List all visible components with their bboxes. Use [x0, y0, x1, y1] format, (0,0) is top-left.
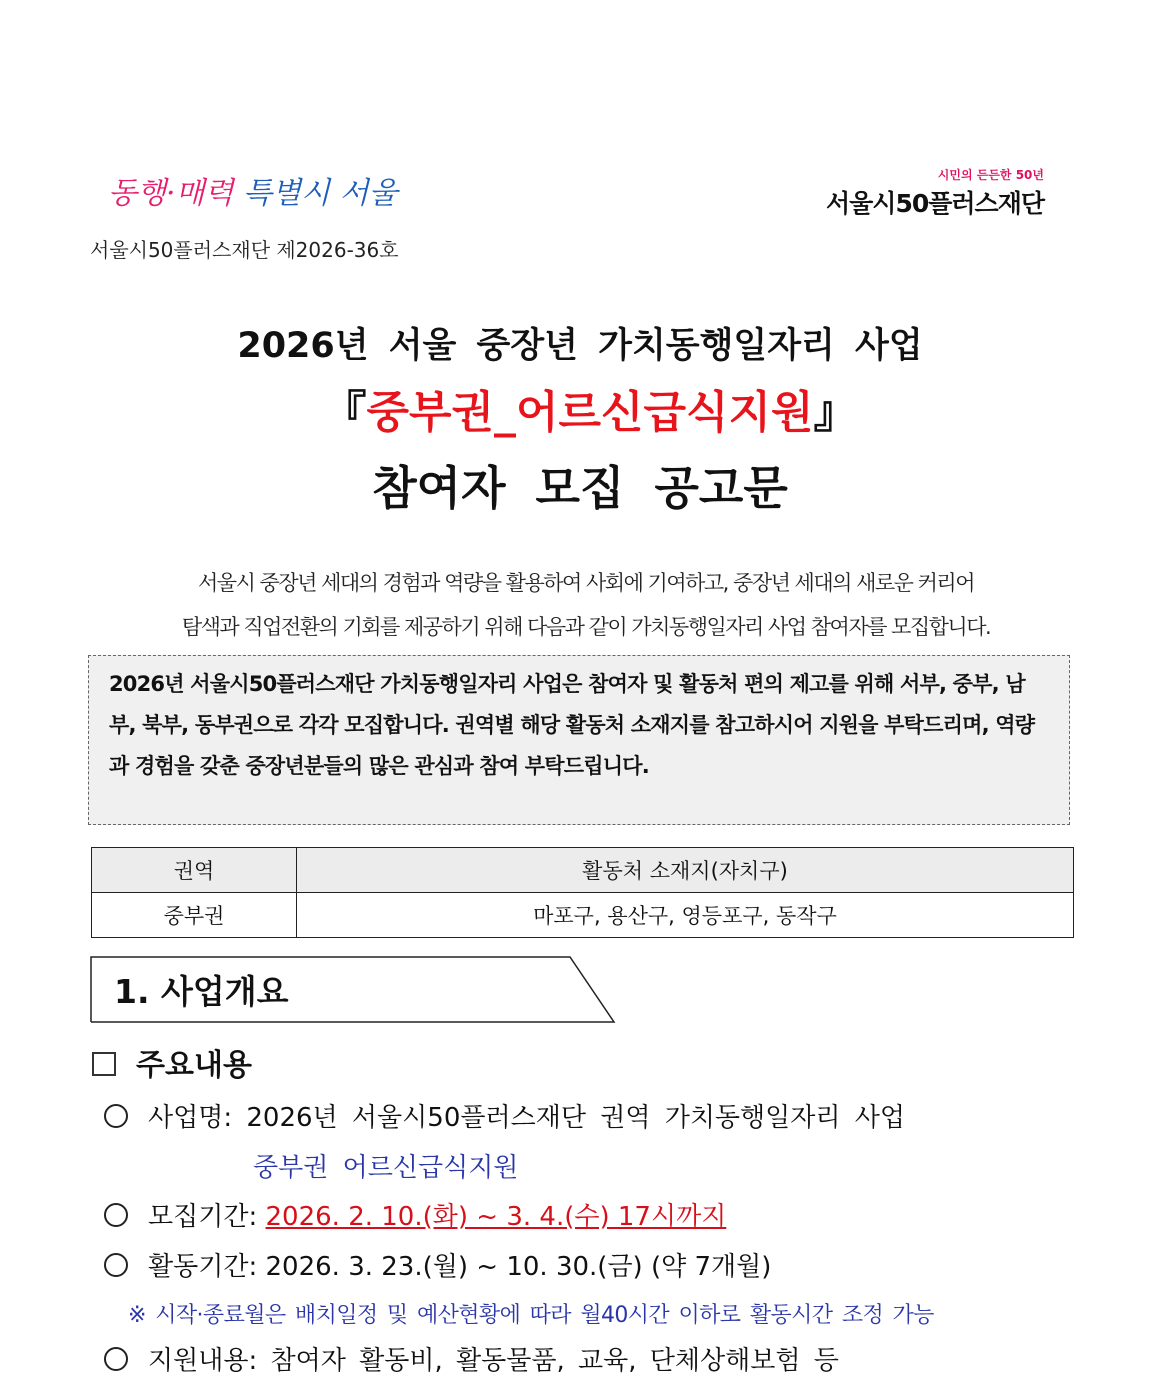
subheading-main-content: [92, 1040, 252, 1084]
item-value: 2026. 3. 23.(월) ~ 10. 30.(금) (약 7개월): [265, 1252, 772, 1282]
item-label: 지원내용:: [148, 1346, 258, 1376]
table-header-region: 권역: [92, 848, 297, 893]
title-bracket-open: 『: [322, 387, 367, 438]
circle-bullet-icon: [104, 1203, 128, 1227]
logo-left-part1: 동행·매력: [108, 176, 234, 211]
foundation-slogan: 시민의 든든한 50년: [937, 168, 1044, 182]
item-label: 모집기간:: [148, 1202, 258, 1232]
table-cell-location: 마포구, 용산구, 영등포구, 동작구: [297, 893, 1074, 938]
seoul-slogan-logo: [108, 168, 397, 212]
item-value: 참여자 활동비, 활동물품, 교육, 단체상해보험 등: [270, 1346, 839, 1376]
item-label: 사업명:: [148, 1103, 233, 1133]
square-bullet-icon: [92, 1052, 116, 1076]
document-number: 서울시50플러스재단 제2026-36호: [90, 238, 399, 262]
subheading-text: 주요내용: [136, 1048, 252, 1083]
circle-bullet-icon: [104, 1253, 128, 1277]
item-recruit-period: [104, 1196, 726, 1233]
section-title: 1. 사업개요: [114, 972, 289, 1011]
intro-line1: 서울시 중장년 세대의 경험과 역량을 활용하여 사회에 기여하고, 중장년 세대의 새로운 커리어: [198, 571, 974, 595]
table-header-row: [92, 848, 1074, 893]
item-value: 2026년 서울시50플러스재단 권역 가치동행일자리 사업: [246, 1103, 906, 1133]
title-program-name: 중부권_어르신급식지원: [366, 387, 814, 438]
item-label: 활동기간:: [148, 1252, 258, 1282]
notice-box: 2026년 서울시50플러스재단 가치동행일자리 사업은 참여자 및 활동처 편의 제고를 위해 서부, 중부, 남부, 북부, 동부권으로 각각 모집합니다. 권역별 해당 활동처 소재지를 참고하시어 지원을 부탁드리며, 역량과 경험을 갖춘 중장년분들의 많은 관심과 참여 부탁드립니다.: [88, 655, 1070, 825]
recruit-period-value: 2026. 2. 10.(화) ~ 3. 4.(수) 17시까지: [265, 1202, 727, 1232]
foundation-logo: [826, 166, 1044, 220]
item-activity-period: [104, 1246, 771, 1283]
item-program-name-continued: 중부권 어르신급식지원: [253, 1153, 519, 1183]
title-line3: 참여자 모집 공고문: [372, 461, 788, 515]
title-line1: 2026년 서울 중장년 가치동행일자리 사업: [237, 326, 923, 366]
table-row: [92, 893, 1074, 938]
circle-bullet-icon: [104, 1347, 128, 1371]
circle-bullet-icon: [104, 1104, 128, 1128]
item-support: [104, 1340, 839, 1377]
activity-note: ※ 시작·종료월은 배치일정 및 예산현황에 따라 월40시간 이하로 활동시간 조정 가능: [128, 1303, 934, 1328]
item-program-name: [104, 1097, 905, 1134]
logo-left-part2: 특별시 서울: [243, 176, 398, 211]
title-line2: [0, 376, 1170, 440]
title-bracket-close: 』: [813, 387, 858, 438]
table-cell-region: 중부권: [92, 893, 297, 938]
intro-line2: 탐색과 직업전환의 기회를 제공하기 위해 다음과 같이 가치동행일자리 사업 참여자를 모집합니다.: [181, 615, 991, 639]
foundation-name: 서울시50플러스재단: [826, 189, 1044, 218]
table-header-location: 활동처 소재지(자치구): [297, 848, 1074, 893]
region-table: [91, 847, 1074, 938]
